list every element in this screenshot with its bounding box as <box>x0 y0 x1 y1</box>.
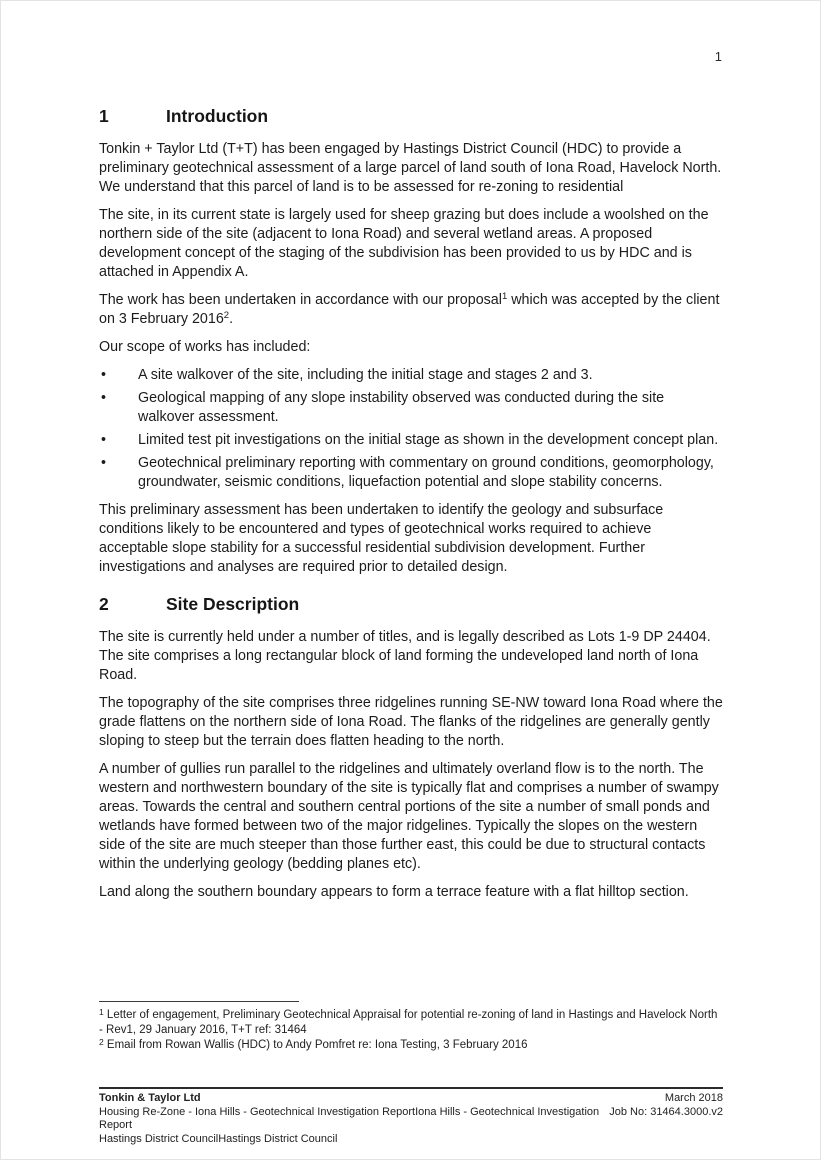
section-title: Site Description <box>166 594 300 614</box>
paragraph: The site, in its current state is largely used for sheep grazing but does include a woolshed on the northern side of the site (adjacent to Iona Road) and several wetland areas. A proposed development concept of the staging of the subdivision has been provided to us by HDC and is attached in Appendix A. <box>99 207 709 280</box>
paragraph: Tonkin + Taylor Ltd (T+T) has been engaged by Hastings District Council (HDC) to provide a preliminary geotechnical assessment of a large parcel of land south of Iona Road, Havelock North. We understand that this parcel of land is to be assessed for re-zoning to residential <box>99 141 722 195</box>
footer-job-number: Job No: 31464.3000.v2 <box>609 1105 723 1118</box>
bullet-icon: • <box>101 390 107 406</box>
footnote-text: Email from Rowan Wallis (HDC) to Andy Pomfret re: Iona Testing, 3 February 2016 <box>103 1039 528 1051</box>
list-item <box>99 454 723 492</box>
footnote-text: Letter of engagement, Preliminary Geotechnical Appraisal for potential re-zoning of land in Hastings and Havelock North - Rev1, 29 January 2016, T+T ref: 31464 <box>99 1009 718 1036</box>
list-item-text: A site walkover of the site, including the initial stage and stages 2 and 3. <box>138 367 593 383</box>
list-item <box>99 366 723 385</box>
bullet-icon: • <box>101 432 107 448</box>
bullet-icon: • <box>101 455 107 471</box>
paragraph-text: which was accepted by the client on 3 February 2016 <box>99 292 720 327</box>
paragraph: This preliminary assessment has been undertaken to identify the geology and subsurface conditions likely to be encountered and types of geotechnical works required to achieve acceptable slope stability for a successful residential subdivision development. Further investigations and analyses are required prior to detailed design. <box>99 502 664 575</box>
document-body <box>99 105 723 911</box>
section-number: 1 <box>99 106 109 126</box>
footnotes-area <box>99 1001 723 1053</box>
footnote-reference-1: 1 <box>501 291 508 302</box>
list-item-text: Geological mapping of any slope instability observed was conducted during the site walkover assessment. <box>138 390 665 425</box>
list-item <box>99 389 723 427</box>
footer-company: Tonkin & Taylor Ltd <box>99 1092 201 1104</box>
page-number: 1 <box>714 49 722 64</box>
footer-client-line: Hastings District CouncilHastings District Council <box>99 1132 338 1145</box>
list-item-text: Limited test pit investigations on the initial stage as shown in the development concept plan. <box>138 432 719 448</box>
section-title: Introduction <box>166 106 269 126</box>
paragraph: The site is currently held under a number of titles, and is legally described as Lots 1-9 DP 24404. The site comprises a long rectangular block of land forming the undeveloped land north of Iona Road. <box>99 629 711 683</box>
paragraph: The topography of the site comprises three ridgelines running SE-NW toward Iona Road where the grade flattens on the northern side of Iona Road. The flanks of the ridgelines are generally gently sloping to steep but the terrain does flatten heading to the north. <box>99 695 723 749</box>
footer-right-block <box>609 1092 723 1146</box>
bullet-icon: • <box>101 367 107 383</box>
paragraph <box>99 291 723 329</box>
section-heading-introduction <box>99 105 723 128</box>
bullet-list <box>99 366 723 492</box>
footer-left-block <box>99 1092 609 1146</box>
footnote-separator <box>99 1001 299 1002</box>
paragraph: Land along the southern boundary appears to form a terrace feature with a flat hilltop section. <box>99 884 689 900</box>
section-number: 2 <box>99 594 109 614</box>
paragraph: A number of gullies run parallel to the ridgelines and ultimately overland flow is to the north. The western and northwestern boundary of the site is typically flat and comprises a number of swampy areas. Towards the central and southern central portions of the site a number of small ponds and wetlands have formed between two of the major ridgelines. Typically the slopes on the western side of the site are much steeper than those further east, this could be due to structural contacts within the underlying geology (bedding planes etc). <box>99 761 719 872</box>
paragraph-text: . <box>229 311 234 327</box>
footer-project-line: Housing Re-Zone - Iona Hills - Geotechnical Investigation ReportIona Hills - Geotechnical Investigation Report <box>99 1105 600 1131</box>
footnote-marker: 2 <box>99 1037 104 1047</box>
footnote-reference-2: 2 <box>223 310 230 321</box>
section-heading-site-description <box>99 593 723 616</box>
footnote-marker: 1 <box>99 1007 104 1017</box>
paragraph-text: The work has been undertaken in accordance with our proposal <box>99 292 502 308</box>
footnote <box>99 1038 723 1053</box>
list-item-text: Geotechnical preliminary reporting with commentary on ground conditions, geomorphology, groundwater, seismic conditions, liquefaction potential and slope stability concerns. <box>138 455 714 490</box>
footnote <box>99 1008 723 1038</box>
page-footer <box>99 1087 723 1146</box>
list-item <box>99 431 723 450</box>
paragraph: Our scope of works has included: <box>99 339 311 355</box>
footer-date: March 2018 <box>664 1092 723 1104</box>
